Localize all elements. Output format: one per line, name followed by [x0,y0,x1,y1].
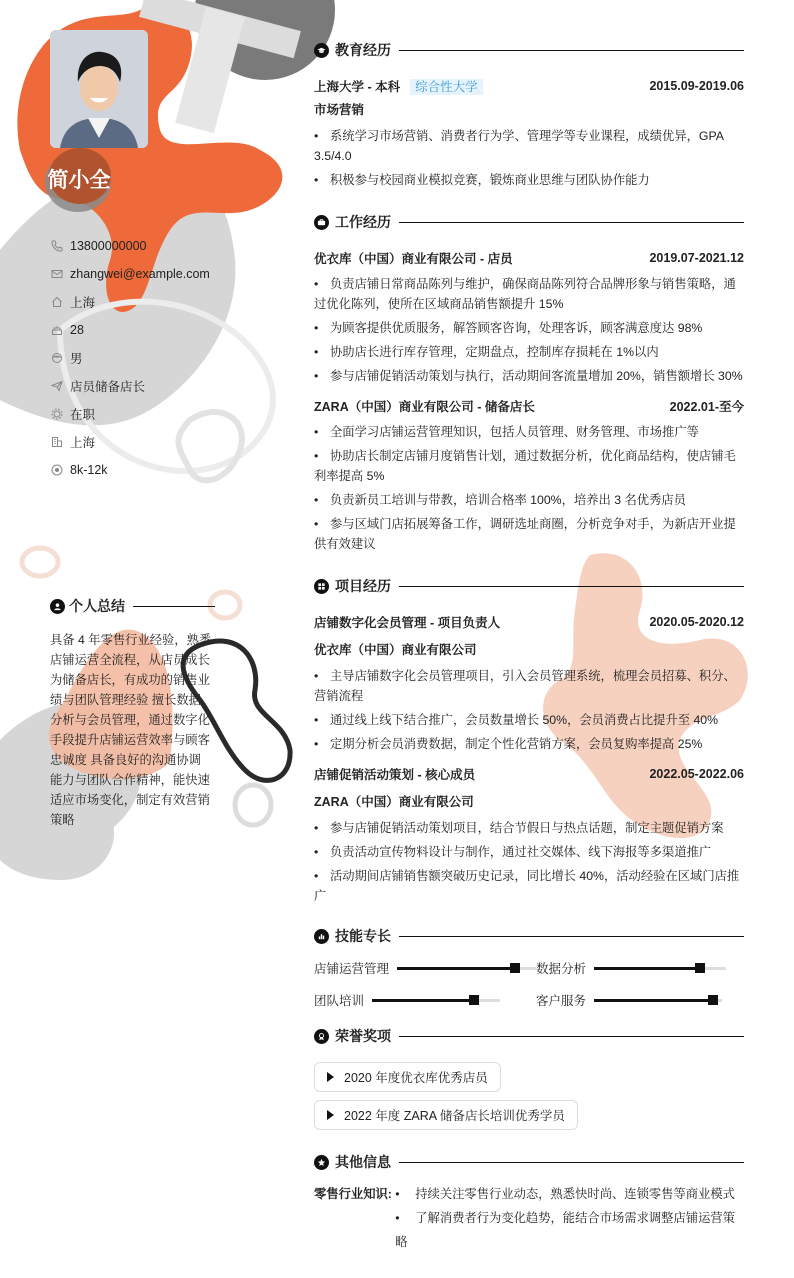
bullet-item: • 通过线上线下结合推广，会员数量增长 50%，会员消费占比提升至 40% [314,710,744,730]
skills-section-header [314,924,744,948]
contact-status [50,400,210,428]
skill-bar-fill [594,967,700,970]
contact-age [50,316,210,344]
project-entry [314,610,744,754]
divider [399,936,744,937]
skill-name: 店铺运营管理 [314,962,390,976]
age-value: 28 [70,323,84,337]
divider [399,222,744,223]
skill-bar-knob [510,963,520,973]
project-name: 店铺数字化会员管理 - 项目负责人 [314,616,501,630]
work-title: 工作经历 [335,214,391,230]
school-wrap [314,77,483,95]
play-icon [327,1072,334,1082]
skill-bar [594,999,722,1002]
skill-bar [372,999,500,1002]
bullet-item: • 了解消费者行为变化趋势，能结合市场需求调整店铺运营策略 [395,1206,744,1254]
skill-bar-fill [397,967,515,970]
divider [399,586,744,587]
work-entry [314,246,744,386]
work-date: 2022.01-至今 [669,400,744,414]
awards-list [314,1062,744,1138]
award-label: 2022 年度 ZARA 储备店长培训优秀学员 [344,1109,565,1123]
city-value: 上海 [70,436,96,450]
awards-title: 荣誉奖项 [335,1028,391,1044]
bullet-item: • 持续关注零售行业动态，熟悉快时尚、连锁零售等商业模式 [395,1182,744,1206]
skill-name: 客户服务 [536,994,587,1008]
skill-item [314,958,536,978]
summary-text: 具备 4 年零售行业经验，熟悉店铺运营全流程，从店员成长为储备店长，有成功的销售业绩与团队管理经验 擅长数据分析与会员管理，通过数字化手段提升店铺运营效率与顾客忠诚度 具备良好的沟通协调能力与团队合作精神，能快速适应市场变化，制定有效营销策略 [50,633,212,827]
contact-email [50,260,210,288]
summary-section-header [50,596,215,616]
bar-chart-icon [314,929,329,944]
award-row [314,1062,744,1100]
bullet-item: • 系统学习市场营销、消费者行为学、管理学等专业课程，成绩优异，GPA 3.5/4.0 [314,126,744,166]
project-date: 2020.05-2020.12 [649,615,744,629]
contact-gender [50,344,210,372]
location-value: 上海 [70,296,96,310]
email-value: zhangwei@example.com [70,267,210,281]
education-entry [314,74,744,190]
status-value: 在职 [70,408,96,422]
summary-title: 个人总结 [69,598,125,614]
project-bullets [314,818,744,906]
project-row [314,762,744,786]
education-bullets [314,126,744,190]
age-icon [50,323,64,337]
work-section-header [314,210,744,234]
profile-photo [50,30,148,148]
contact-list [50,232,210,484]
award-label: 2020 年度优衣库优秀店员 [344,1071,488,1085]
projects-section-header [314,574,744,598]
company-title: 优衣库（中国）商业有限公司 - 店员 [314,252,513,266]
bullet-item: • 主导店铺数字化会员管理项目，引入会员管理系统，梳理会员招募、积分、营销流程 [314,666,744,706]
skills-title: 技能专长 [335,928,391,944]
work-bullets [314,274,744,386]
work-entry [314,394,744,554]
awards-section-header [314,1024,744,1048]
skill-item [314,990,536,1010]
school-tag: 综合性大学 [410,79,483,95]
grid-icon [314,579,329,594]
company-title: ZARA（中国）商业有限公司 - 储备店长 [314,400,535,414]
project-row [314,610,744,634]
education-date: 2015.09-2019.06 [649,79,744,93]
other-section-header [314,1150,744,1174]
award-item [314,1062,501,1092]
graduation-cap-icon [314,43,329,58]
school-name: 上海大学 - 本科 [314,80,401,94]
bullet-item: • 协助店长制定店铺月度销售计划，通过数据分析，优化商品结构，使店铺毛利率提高 5% [314,446,744,486]
skill-name: 团队培训 [314,994,365,1008]
work-row [314,394,744,418]
bullet-item: • 参与店铺促销活动策划项目，结合节假日与热点话题，制定主题促销方案 [314,818,744,838]
major: 市场营销 [314,103,365,117]
skill-bar-knob [469,995,479,1005]
skill-item [536,958,744,978]
other-info [314,1182,744,1254]
skills-grid [314,958,744,1010]
project-name: 店铺促销活动策划 - 核心成员 [314,768,476,782]
salary-value: 8k-12k [70,463,108,477]
skill-bar-knob [695,963,705,973]
contact-position [50,372,210,400]
other-title: 其他信息 [335,1154,391,1170]
award-row [314,1100,744,1138]
bullet-item: • 积极参与校园商业模拟竞赛，锻炼商业思维与团队协作能力 [314,170,744,190]
skill-bar-fill [594,999,713,1002]
divider [399,1036,744,1037]
bullet-item: • 全面学习店铺运营管理知识，包括人员管理、财务管理、市场推广等 [314,422,744,442]
divider [399,1162,744,1163]
skill-bar-fill [372,999,474,1002]
bullet-item: • 负责店铺日常商品陈列与维护，确保商品陈列符合品牌形象与销售策略，通过优化陈列，使所在区域商品销售额提升 15% [314,274,744,314]
divider [399,50,744,51]
bullet-item: • 定期分析会员消费数据，制定个性化营销方案，会员复购率提高 25% [314,734,744,754]
bullet-item: • 活动期间店铺销售额突破历史记录，同比增长 40%，活动经验在区域门店推广 [314,866,744,906]
other-label: 零售行业知识: [314,1187,392,1201]
status-icon [50,407,64,421]
project-org: 优衣库（中国）商业有限公司 [314,643,477,657]
skill-item [536,990,744,1010]
candidate-name: 简小全 [47,169,111,192]
work-row [314,246,744,270]
position-value: 店员储备店长 [70,380,146,394]
bullet-item: • 参与区域门店拓展筹备工作，调研选址商圈，分析竞争对手，为新店开业提供有效建议 [314,514,744,554]
project-date: 2022.05-2022.06 [649,767,744,781]
education-row [314,74,744,98]
contact-location [50,288,210,316]
project-bullets [314,666,744,754]
contact-salary [50,456,210,484]
award-item [314,1100,578,1130]
project-entry [314,762,744,906]
mail-icon [50,267,64,281]
award-icon [314,1029,329,1044]
work-bullets [314,422,744,554]
salary-icon [50,463,64,477]
contact-phone [50,232,210,260]
phone-icon [50,239,64,253]
briefcase-icon [314,215,329,230]
skill-bar [397,967,536,970]
education-section-header [314,38,744,62]
avatar-icon [50,30,148,148]
project-org: ZARA（中国）商业有限公司 [314,795,474,809]
gender-value: 男 [70,352,83,366]
work-date: 2019.07-2021.12 [649,251,744,265]
star-icon [314,1155,329,1170]
name-badge [45,148,113,212]
skill-bar [594,967,726,970]
play-icon [327,1110,334,1120]
gender-icon [50,351,64,365]
bullet-item: • 负责新员工培训与带教，培训合格率 100%，培养出 3 名优秀店员 [314,490,744,510]
skill-name: 数据分析 [536,962,587,976]
education-title: 教育经历 [335,42,391,58]
bullet-item: • 为顾客提供优质服务，解答顾客咨询，处理客诉，顾客满意度达 98% [314,318,744,338]
projects-title: 项目经历 [335,578,391,594]
other-bullets [395,1182,744,1254]
contact-city [50,428,210,456]
divider [133,606,215,607]
home-icon [50,295,64,309]
main-content [314,38,744,1254]
skill-bar-knob [708,995,718,1005]
phone-value: 13800000000 [70,239,147,253]
building-icon [50,435,64,449]
send-icon [50,379,64,393]
bullet-item: • 负责活动宣传物料设计与制作，通过社交媒体、线下海报等多渠道推广 [314,842,744,862]
bullet-item: • 参与店铺促销活动策划与执行，活动期间客流量增加 20%，销售额增长 30% [314,366,744,386]
bullet-item: • 协助店长进行库存管理，定期盘点，控制库存损耗在 1%以内 [314,342,744,362]
user-icon [50,599,65,614]
